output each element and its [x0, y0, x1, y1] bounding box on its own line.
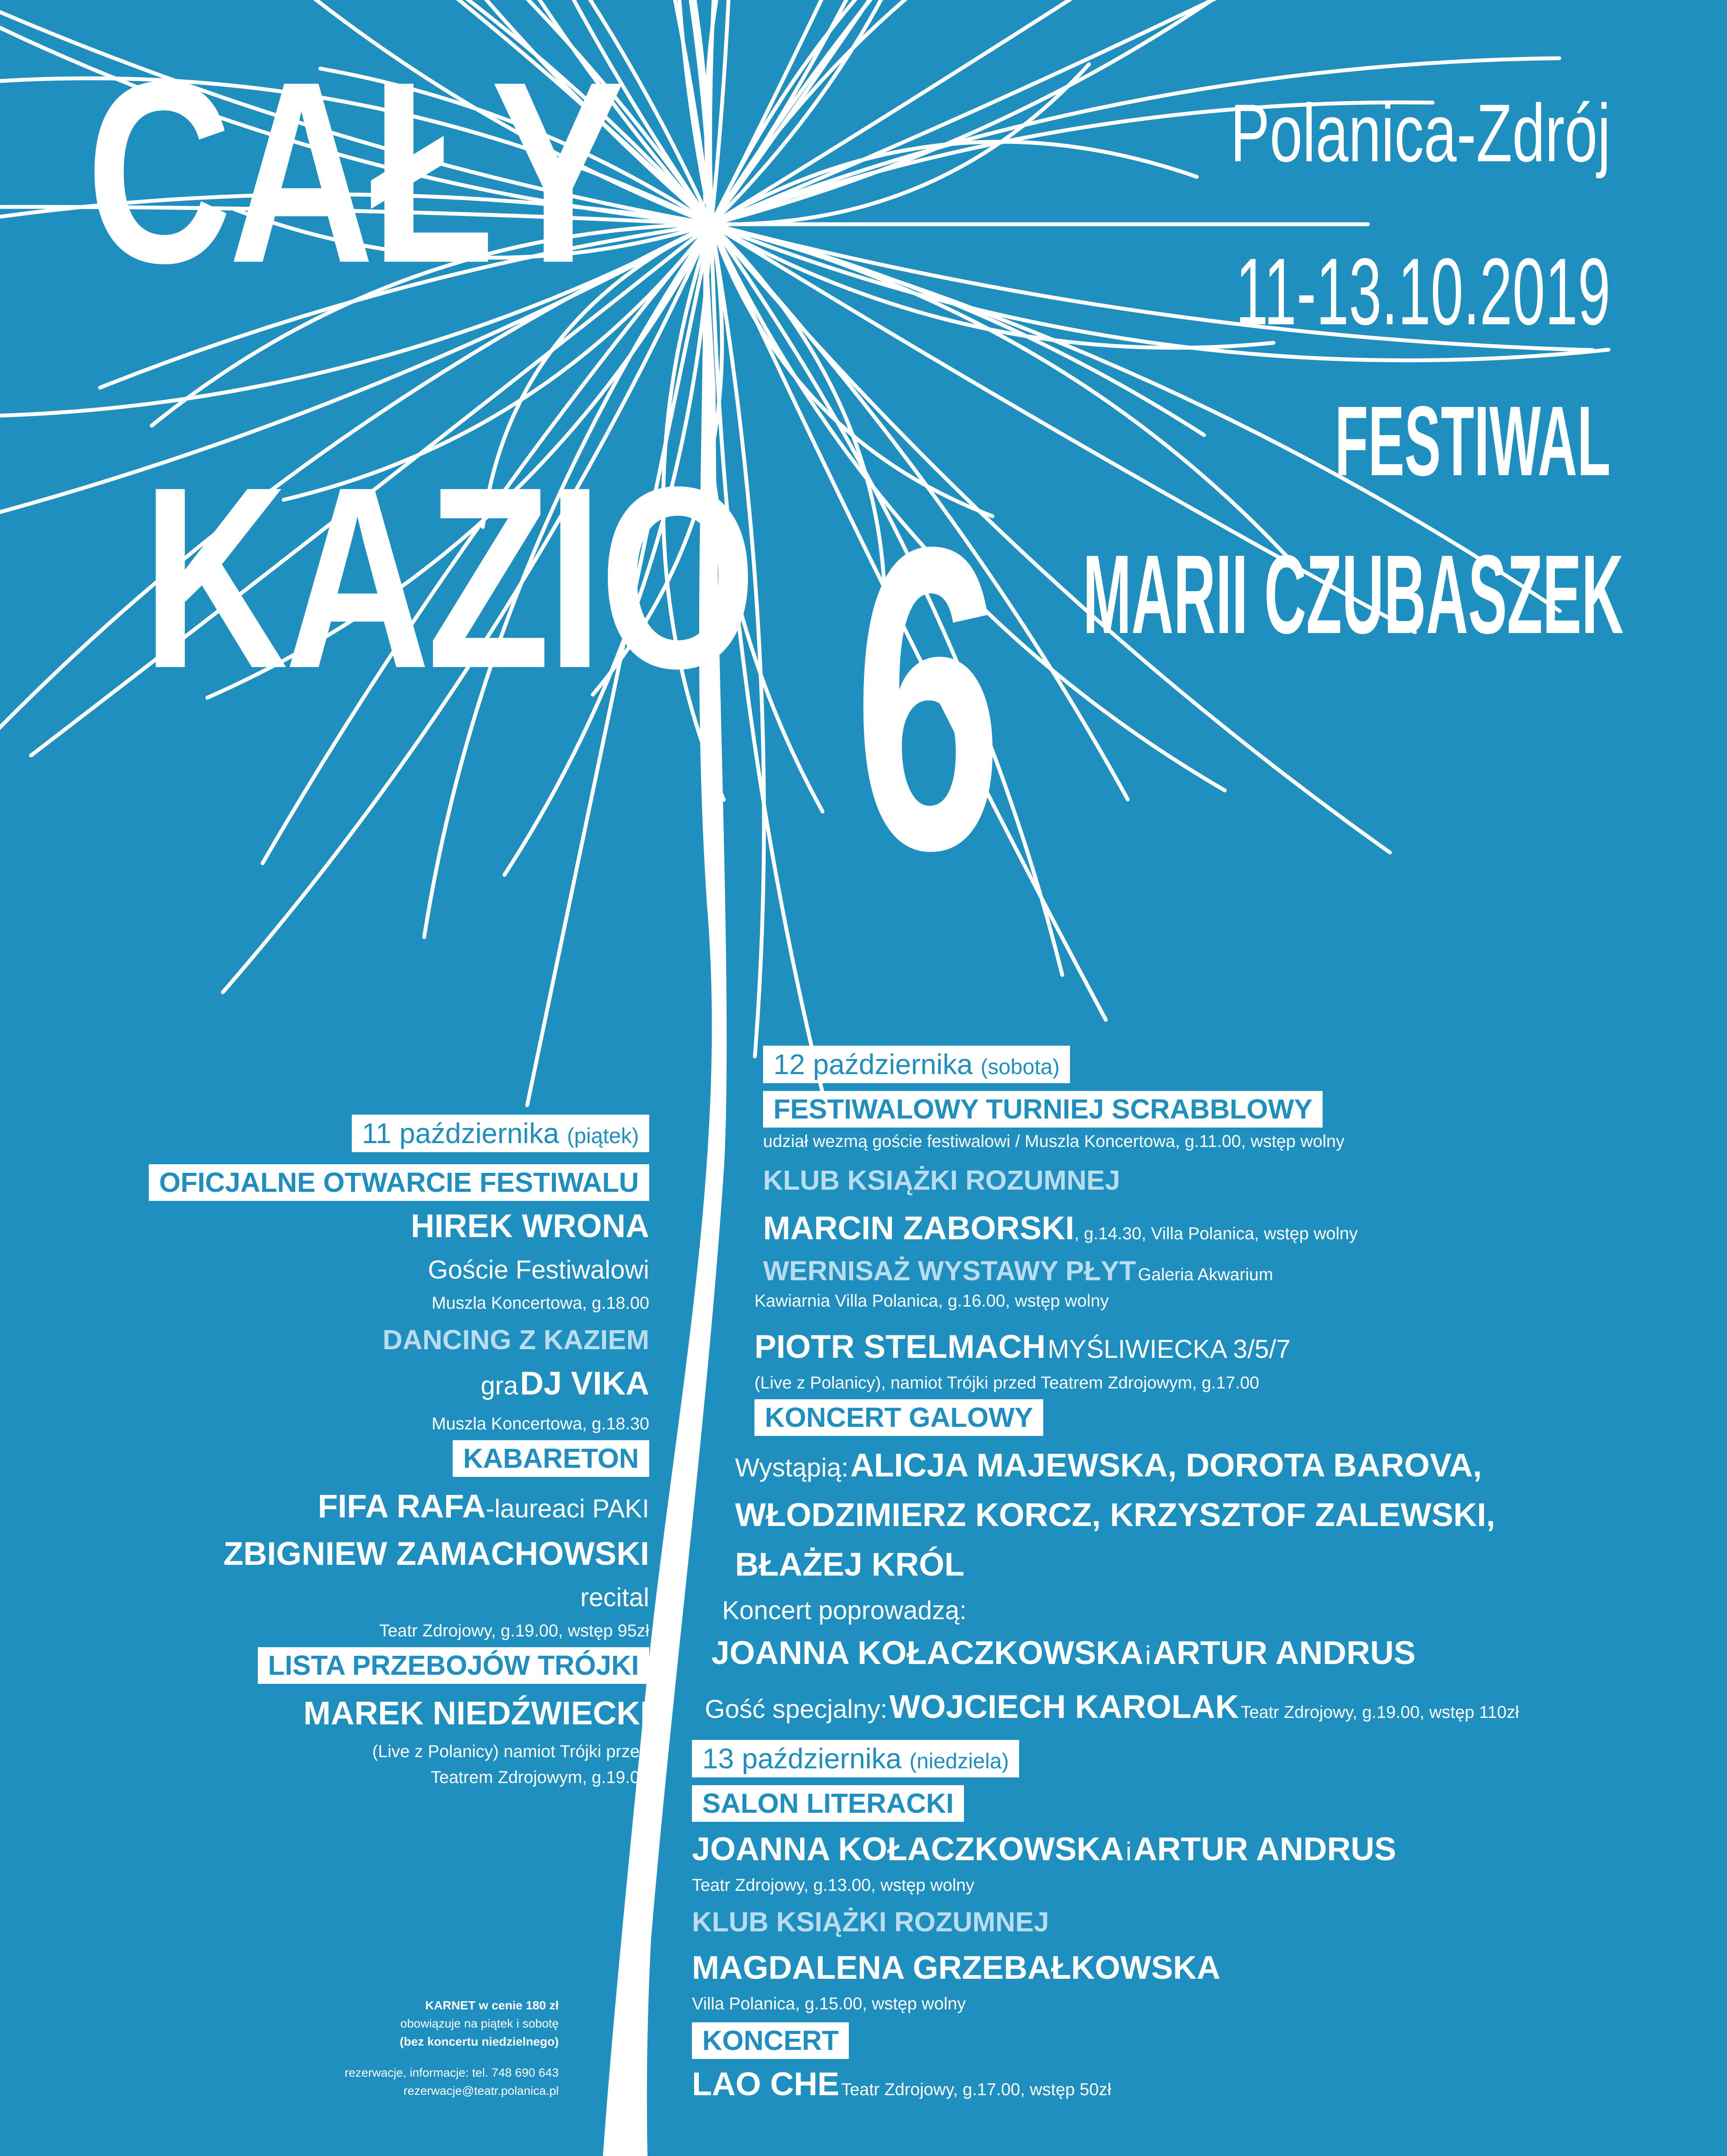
festival-patron: MARII CZUBASZEK	[1083, 532, 1624, 657]
day1-recital-place: Teatr Zdrojowy, g.19.00, wstęp 95zł	[379, 1621, 649, 1640]
day2-wernisaz-place: Kawiarnia Villa Polanica, g.16.00, wstęp wolny	[754, 1291, 1109, 1310]
day2-gala-tag: KONCERT GALOWY	[754, 1399, 1043, 1436]
day3-koncert-tag: KONCERT	[692, 2022, 849, 2059]
day2-gala-host1: JOANNA KOŁACZKOWSKA	[711, 1635, 1144, 1671]
day2-gala-place: Teatr Zdrojowy, g.19.00, wstęp 110zł	[1241, 1703, 1519, 1722]
tickets-line4: rezerwacje, informacje: tel. 748 690 643	[344, 2066, 559, 2079]
day2-gala-guest-label: Gość specjalny:	[705, 1695, 888, 1724]
day1-date-badge	[352, 1115, 649, 1152]
day1-dancing-title: DANCING Z KAZIEM	[382, 1324, 649, 1355]
dandelion-ray	[711, 0, 971, 224]
day1-weekday: (piątek)	[567, 1124, 639, 1148]
day2-gala-prefix: Wystąpią:	[735, 1453, 848, 1482]
day2-stelmach-show: MYŚLIWIECKA 3/5/7	[1048, 1335, 1291, 1363]
festival-label: FESTIWAL	[1335, 385, 1611, 496]
day2-stelmach-place: (Live z Polanicy), namiot Trójki przed Teatrem Zdrojowym, g.17.00	[754, 1373, 1259, 1392]
day3-weekday: (niedziela)	[909, 1749, 1009, 1773]
day2-klub-guest: MARCIN ZABORSKI	[763, 1210, 1074, 1247]
day1-lista-tag: LISTA PRZEBOJÓW TRÓJKI	[258, 1647, 649, 1684]
day3-date-badge	[692, 1740, 1019, 1777]
day2-gala-line3: BŁAŻEJ KRÓL	[735, 1546, 964, 1583]
day2-wernisaz-gallery: Galeria Akwarium	[1138, 1265, 1273, 1284]
day3-salon-place: Teatr Zdrojowy, g.13.00, wstęp wolny	[692, 1876, 975, 1895]
day3-koncert-band: LAO CHE	[692, 2066, 839, 2103]
day2-date: 12 października	[773, 1048, 973, 1080]
day1-lista-place2: Teatrem Zdrojowym, g.19.00	[431, 1768, 649, 1787]
day1-kabareton-note: -laureaci PAKI	[485, 1494, 649, 1523]
day1-kabareton-act: FIFA RAFA	[318, 1488, 486, 1525]
day3-salon-guest2: ARTUR ANDRUS	[1133, 1831, 1396, 1868]
day2-weekday: (sobota)	[980, 1055, 1060, 1079]
day3-salon-tag: SALON LITERACKI	[692, 1785, 964, 1822]
day3-salon-guest1: JOANNA KOŁACZKOWSKA	[692, 1831, 1124, 1868]
day1-opening-tag: OFICJALNE OTWARCIE FESTIWALU	[149, 1164, 649, 1201]
day3-klub-guest: MAGDALENA GRZEBAŁKOWSKA	[692, 1949, 1220, 1986]
dandelion-ray	[711, 224, 1204, 435]
day1-opening-place: Muszla Koncertowa, g.18.00	[432, 1294, 649, 1313]
day2-gala-hosts-label: Koncert poprowadzą:	[722, 1596, 967, 1625]
day1-recital-artist: ZBIGNIEW ZAMACHOWSKI	[223, 1536, 649, 1572]
day3-salon-and: i	[1126, 1837, 1132, 1866]
dandelion-ray	[711, 0, 1042, 224]
day2-stelmach-name: PIOTR STELMACH	[754, 1329, 1046, 1365]
day3-date: 13 października	[702, 1742, 902, 1774]
day1-dancing-place: Muszla Koncertowa, g.18.30	[432, 1414, 649, 1433]
day1-recital-label: recital	[580, 1583, 649, 1612]
day3-klub-title: KLUB KSIĄŻKI ROZUMNEJ	[692, 1906, 1049, 1937]
day2-scrabble-tag: FESTIWALOWY TURNIEJ SCRABBLOWY	[763, 1091, 1323, 1128]
day2-scrabble-info: udział wezmą goście festiwalowi / Muszla Koncertowa, g.11.00, wstęp wolny	[763, 1132, 1345, 1151]
day1-lista-host: MAREK NIEDŹWIECKI	[303, 1695, 649, 1732]
day2-gala-and: i	[1145, 1641, 1151, 1670]
place-name: Polanica-Zdrój	[1230, 88, 1611, 179]
day1-date: 11 października	[362, 1117, 559, 1149]
day2-wernisaz-title: WERNISAŻ WYSTAWY PŁYT	[763, 1255, 1136, 1286]
tickets-line5: rezerwacje@teatr.polanica.pl	[404, 2084, 559, 2097]
day2-gala-line1: ALICJA MAJEWSKA, DOROTA BAROVA,	[850, 1447, 1482, 1484]
day2-gala-host2: ARTUR ANDRUS	[1153, 1635, 1416, 1671]
title-caly: CAŁY	[86, 28, 622, 317]
day1-opening-guests: Goście Festiwalowi	[428, 1255, 649, 1284]
day2-date-badge	[763, 1046, 1070, 1083]
day2-klub-title: KLUB KSIĄŻKI ROZUMNEJ	[763, 1165, 1120, 1196]
festival-dates: 11-13.10.2019	[1236, 238, 1611, 345]
day1-opening-host: HIREK WRONA	[410, 1208, 649, 1244]
day1-lista-place1: (Live z Polanicy) namiot Trójki przed	[372, 1742, 649, 1761]
day2-gala-guest: WOJCIECH KAROLAK	[889, 1689, 1239, 1725]
day3-klub-place: Villa Polanica, g.15.00, wstęp wolny	[692, 1994, 966, 2013]
day1-dancing-dj: DJ VIKA	[520, 1365, 649, 1402]
day3-koncert-place: Teatr Zdrojowy, g.17.00, wstęp 50zł	[841, 2080, 1111, 2099]
day1-dancing-prefix: gra	[480, 1371, 518, 1400]
tickets-line3: (bez koncertu niedzielnego)	[400, 2035, 559, 2048]
day1-kabareton-tag: KABARETON	[453, 1440, 649, 1477]
title-kazio: KAZIO	[142, 433, 753, 722]
tickets-line1: KARNET w cenie 180 zł	[425, 1999, 559, 2012]
day2-gala-line2: WŁODZIMIERZ KORCZ, KRZYSZTOF ZALEWSKI,	[735, 1497, 1495, 1533]
tickets-line2: obowiązuje na piątek i sobotę	[400, 2017, 559, 2030]
tickets-info	[257, 1999, 559, 2098]
day2-klub-place: , g.14.30, Villa Polanica, wstęp wolny	[1074, 1224, 1358, 1243]
title-number: 6	[854, 458, 1002, 939]
